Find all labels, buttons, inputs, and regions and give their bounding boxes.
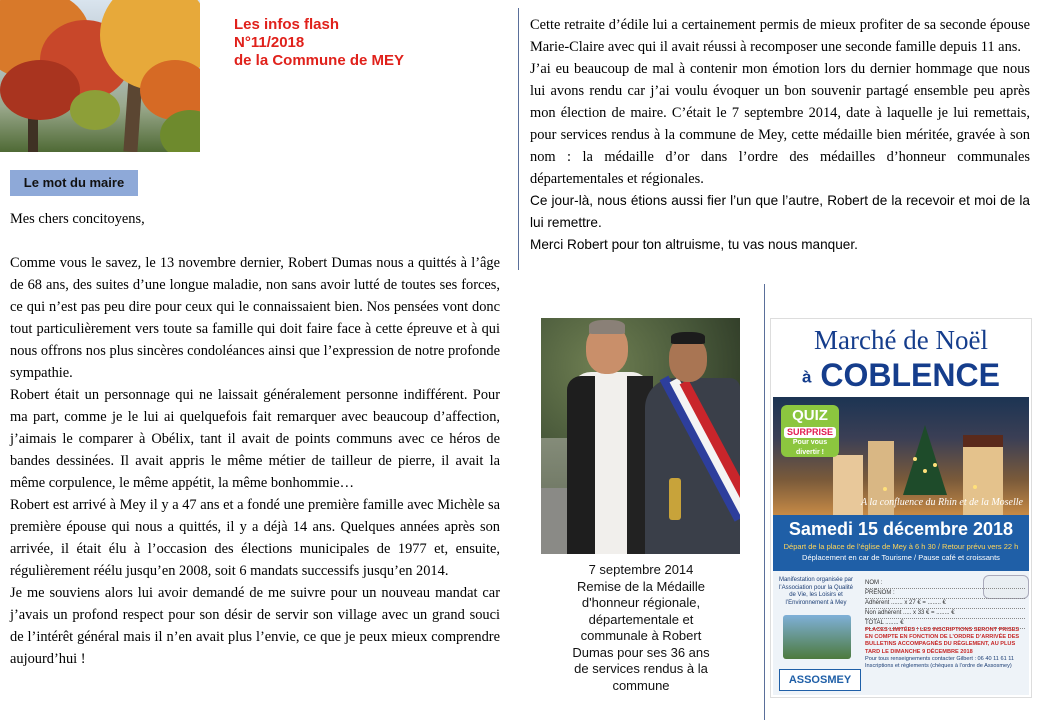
poster-title: Marché de Noël bbox=[814, 325, 988, 355]
medal-ceremony-photo bbox=[541, 318, 740, 554]
issue-number: N°11/2018 bbox=[234, 34, 305, 51]
quiz-badge bbox=[781, 405, 839, 457]
autumn-tree-photo bbox=[0, 0, 200, 152]
registration-form bbox=[865, 579, 1025, 629]
greeting: Mes chers concitoyens, bbox=[10, 211, 145, 227]
poster-date-banner bbox=[773, 515, 1029, 571]
form-prenom: PRÉNOM : bbox=[865, 589, 1025, 599]
paragraph: J’ai eu beaucoup de mal à contenir mon émotion lors du dernier hommage que nous lui avons rendu car j’ai voulu évoquer un bon souvenir partagé ensemble peu après mon élection de maire. C’était le 7 septembre 2014, date à laquelle je lui remettais, pour services rendus à la commune de Mey, cette médaille bien méritée, gravée à son nom : la médaille d’or dans l’ordre des médailles d’honneur communales départementales et régionales. bbox=[530, 61, 1030, 187]
caption-line: 7 septembre 2014 bbox=[588, 562, 694, 577]
flash-title: Les infos flash bbox=[234, 16, 340, 33]
poster-preposition: à bbox=[802, 367, 812, 387]
paragraph: Comme vous le savez, le 13 novembre dernier, Robert Dumas nous a quittés à l’âge de 68 ans, des suites d’une longue maladie, non sans avoir lutté de toutes ses forces, ce qui n’est pas peu dire pour ceux qui le connaissaient bien. Nos pensées vont donc tout particulièrement vers toute sa famille qui doit faire face à cette épreuve et à qui nous offrons nos plus sincères condoléances ainsi que l’expression de notre profonde sympathie. bbox=[10, 255, 500, 381]
quiz-label: QUIZ bbox=[792, 407, 828, 424]
quiz-tagline: Pour vous divertir ! bbox=[792, 439, 828, 456]
assosmey-logo: ASSOSMEY bbox=[779, 669, 861, 691]
event-date: Samedi 15 décembre 2018 bbox=[788, 519, 1014, 539]
photo-caption bbox=[556, 562, 726, 694]
caption-line: départementale et bbox=[588, 611, 694, 627]
departure-info: Départ de la place de l’église de Mey à 6 h 30 / Retour prévu vers 22 h bbox=[783, 542, 1019, 551]
caption-line: Dumas pour ses 36 ans bbox=[572, 644, 710, 660]
travel-info: Déplacement en car de Tourisme / Pause café et croissants bbox=[802, 553, 1000, 562]
section-badge: Le mot du maire bbox=[10, 170, 138, 196]
poster-registration bbox=[773, 571, 1029, 695]
caption-line: de services rendus à la bbox=[574, 661, 708, 676]
poster-city bbox=[771, 357, 1031, 396]
scene-caption: A la confluence du Rhin et de la Moselle bbox=[861, 497, 1023, 508]
quiz-surprise: SURPRISE bbox=[784, 427, 836, 438]
mayor-letter-right-column bbox=[530, 14, 1030, 256]
paragraph: Je me souviens alors lui avoir demandé de me suivre pour un nouveau mandat car j’avais un profond respect pour son désir de servir son village avec un grand souci de l’intérêt général mais il n’en avait plus l’envie, ce que je peux mieux comprendre aujourd’hui ! bbox=[10, 585, 500, 667]
form-total: TOTAL ........ € bbox=[865, 619, 1025, 629]
poster-market-scene bbox=[773, 397, 1029, 515]
commune-name: de la Commune de MEY bbox=[234, 52, 405, 69]
paragraph: Robert était un personnage qui ne laissait généralement personne indifférent. Pour ma part, comme je le lui ai quelquefois fait remarquer avec beaucoup d’affection, j’aimais le comparer à Obélix, tant il avait de points communs avec ce héros de bandes dessinées. Il avait appris le même métier de tailleur de pierre, il avait la même corpulence, le même appétit, la même bonhommie… bbox=[10, 387, 500, 491]
newsletter-header bbox=[234, 16, 474, 70]
contact-note: Pour tous renseignements contacter Gilbert : 06 40 11 61 11 bbox=[865, 655, 1015, 662]
paragraph: Merci Robert pour ton altruisme, tu vas nous manquer. bbox=[530, 237, 858, 252]
form-nom: NOM : bbox=[865, 579, 1025, 589]
form-adherent: Adhérent ....... x 27 € = ........ € bbox=[865, 599, 1025, 609]
registration-notes bbox=[865, 627, 1027, 670]
limited-places-note: PLACES LIMITÉES ! LES INSCRIPTIONS SERONT PRISES EN COMPTE EN FONCTION DE L’ORDRE D’ARRIVÉE DES BULLETINS ACCOMPAGNÉS DU RÈGLEMENT, AU PLUS TARD LE DIMANCHE 9 DÉCEMBRE 2018 bbox=[865, 627, 1020, 655]
column-divider bbox=[764, 284, 765, 720]
organizer-text: Manifestation organisée par l’Association pour la Qualité de Vie, les Loisirs et l’Environnement à Mey bbox=[778, 577, 854, 606]
caption-line: d'honneur régionale, bbox=[581, 595, 701, 610]
village-church-image bbox=[783, 615, 851, 659]
column-divider bbox=[518, 8, 519, 270]
caption-line: commune bbox=[612, 677, 670, 693]
payment-note: Inscriptions et règlements (chèques à l’ordre de Assosmey) bbox=[865, 663, 1012, 670]
christmas-market-poster bbox=[770, 318, 1032, 698]
mayor-letter-left-column bbox=[10, 208, 500, 670]
poster-city-name: COBLENCE bbox=[820, 357, 1000, 393]
caption-line: communale à Robert bbox=[580, 628, 702, 643]
caption-line: Remise de la Médaille bbox=[577, 578, 705, 594]
paragraph: Ce jour-là, nous étions aussi fier l’un que l’autre, Robert de la recevoir et moi de la lui remettre. bbox=[530, 193, 1030, 230]
form-non-adherent: Non adhérent ..... x 33 € = ........ € bbox=[865, 609, 1025, 619]
paragraph: Robert est arrivé à Mey il y a 47 ans et a fondé une première famille avec Michèle sa première épouse qui nous a quittés, il y a déjà 14 ans. Quelques années après son arrivée, il était élu à l’occasion des élections municipales de 1977 et, ensuite, régulièrement réélu jusqu’en 2008, soit 6 mandats successifs jusqu’en 2014. bbox=[10, 497, 500, 579]
paragraph: Cette retraite d’édile lui a certainement permis de mieux profiter de sa seconde épouse Marie-Claire avec qui il avait réussi à recomposer une seconde famille depuis 11 ans. bbox=[530, 17, 1030, 55]
